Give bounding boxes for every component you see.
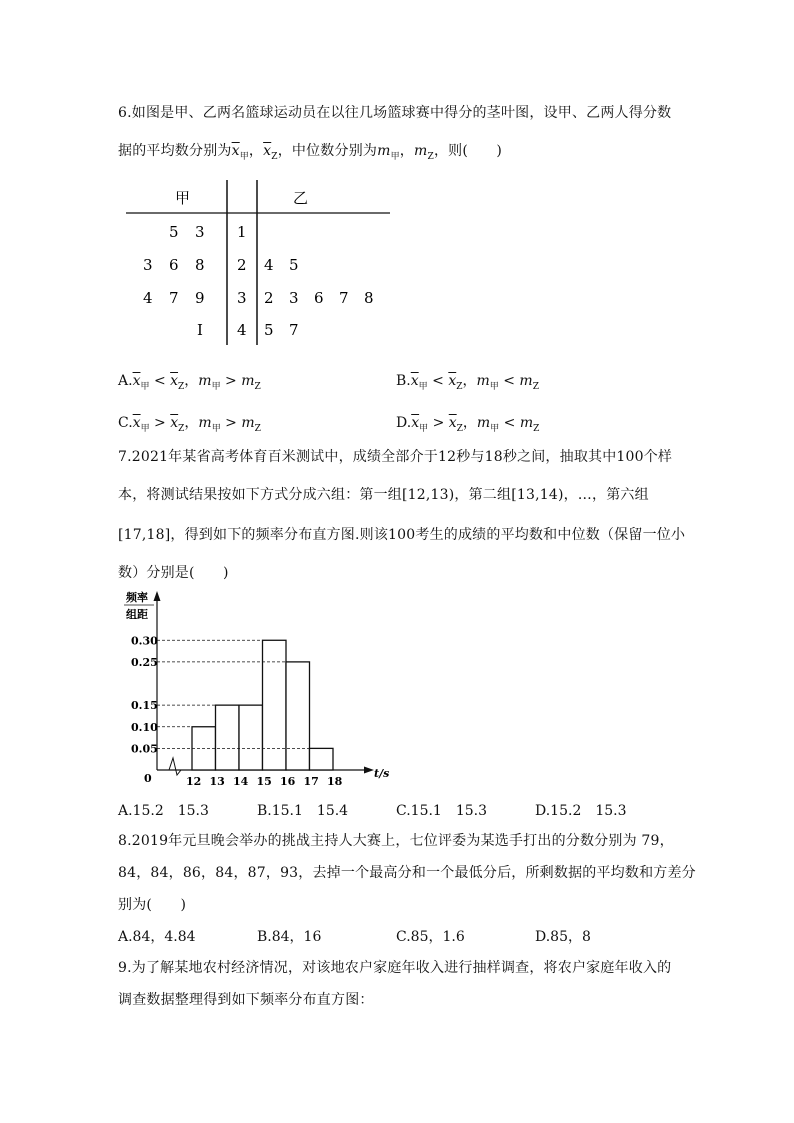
mean-jia-subscript: 甲 — [239, 151, 249, 162]
q6-line2-post: ，则( ) — [433, 143, 503, 159]
x-tick-label: 13 — [209, 775, 225, 788]
q6-option-d[interactable] — [396, 412, 539, 434]
histogram-bar — [263, 640, 287, 770]
median-yi-subscript: Z — [427, 151, 434, 162]
q8-option-c[interactable]: C.85，1.6 — [396, 929, 465, 945]
median-jia-subscript: 甲 — [211, 423, 221, 434]
option-label: A. — [118, 373, 133, 389]
leaf-right: 7 — [339, 289, 349, 307]
separator: ， — [184, 373, 199, 389]
leaf-left: 3 — [143, 256, 153, 274]
relation: < — [153, 373, 166, 389]
mean-yi-symbol: $\overline{x}$ — [263, 143, 272, 159]
q7-text-line2: 本，将测试结果按如下方式分成六组：第一组[12,13)，第二组[13,14)，…，第六组 — [118, 487, 649, 503]
mean-yi-subscript: Z — [456, 381, 463, 392]
median-jia-symbol: m — [198, 373, 212, 389]
relation: > — [432, 415, 445, 431]
q8-option-d[interactable]: D.85，8 — [535, 929, 591, 945]
mean-jia-subscript: 甲 — [140, 381, 150, 392]
option-label: C. — [118, 415, 133, 431]
leaf-left: 3 — [195, 223, 205, 241]
median-jia-symbol: m — [476, 415, 491, 431]
relation: > — [225, 373, 237, 389]
leaf-right: 5 — [289, 256, 299, 274]
q6-option-b[interactable] — [396, 370, 539, 392]
median-jia-symbol: m — [198, 415, 212, 431]
median-jia-symbol: m — [377, 143, 391, 159]
histogram-bar — [310, 748, 334, 770]
q7-option-d[interactable]: D.15.2 15.3 — [535, 803, 627, 819]
leaf-left: 5 — [169, 223, 179, 241]
median-jia-symbol: m — [476, 373, 490, 389]
q9-text-line1: 9.为了解某地农村经济情况，对该地农户家庭年收入进行抽样调查，将农户家庭年收入的 — [118, 960, 672, 976]
median-yi-symbol: m — [414, 143, 428, 159]
mean-yi-symbol: $\overline{x}$ — [170, 373, 179, 389]
q7-text-line4: 数）分别是( ) — [118, 565, 229, 581]
median-yi-symbol: m — [241, 415, 255, 431]
q7-option-c[interactable]: C.15.1 15.3 — [396, 803, 488, 819]
origin-label: 0 — [144, 772, 152, 785]
leaf-left: 7 — [169, 289, 179, 307]
mean-yi-subscript: Z — [178, 381, 185, 392]
leaf-right: 3 — [289, 289, 299, 307]
median-yi-subscript: Z — [532, 381, 539, 392]
stem-leaf-plot — [118, 175, 408, 350]
option-label: D. — [396, 415, 412, 431]
leaf-left: 9 — [195, 289, 205, 307]
option-label: B. — [396, 373, 411, 389]
q8-option-b[interactable]: B.84，16 — [257, 929, 322, 945]
median-yi-symbol: m — [519, 373, 533, 389]
leaf-right: 6 — [314, 289, 324, 307]
q6-text-line2 — [118, 140, 502, 162]
x-axis-label: t/s — [374, 767, 390, 780]
median-yi-symbol: m — [519, 415, 534, 431]
stem: 2 — [237, 256, 247, 274]
stem: 1 — [237, 223, 247, 241]
x-tick-label: 18 — [327, 775, 343, 788]
x-tick-label: 17 — [303, 775, 319, 788]
leaf-right: 8 — [364, 289, 374, 307]
q8-option-a[interactable]: A.84，4.84 — [118, 929, 196, 945]
leaf-right: 7 — [289, 321, 299, 339]
y-tick-label: 0.30 — [131, 634, 158, 648]
separator: ， — [462, 373, 477, 389]
left-header: 甲 — [175, 189, 191, 207]
median-jia-subscript: 甲 — [490, 423, 500, 434]
y-tick-label: 0.10 — [131, 720, 158, 734]
q7-option-b[interactable]: B.15.1 15.4 — [257, 803, 349, 819]
leaf-right: 4 — [264, 256, 274, 274]
q8-text-line2: 84，84，86，84，87，93，去掉一个最高分和一个最低分后，所剩数据的平均数和方差分 — [118, 865, 696, 881]
median-yi-subscript: Z — [533, 423, 540, 434]
relation: > — [225, 415, 237, 431]
mean-jia-subscript: 甲 — [418, 381, 428, 392]
x-axis-arrow-icon — [364, 767, 374, 774]
median-jia-subscript: 甲 — [211, 381, 221, 392]
mean-yi-symbol: $\overline{x}$ — [448, 373, 457, 389]
mean-yi-subscript: Z — [456, 423, 463, 434]
separator: ， — [399, 143, 414, 159]
x-tick-label: 12 — [186, 775, 202, 788]
mean-jia-subscript: 甲 — [140, 423, 150, 434]
y-label-top: 频率 — [126, 591, 148, 604]
q8-text-line1: 8.2019年元旦晚会举办的挑战主持人大赛上，七位评委为某选手打出的分数分别为 79， — [118, 833, 674, 849]
median-yi-subscript: Z — [254, 381, 261, 392]
relation: < — [432, 373, 444, 389]
q6-text-line1: 6.如图是甲、乙两名篮球运动员在以往几场篮球赛中得分的茎叶图，设甲、乙两人得分数 — [118, 105, 672, 121]
q7-option-a[interactable]: A.15.2 15.3 — [118, 803, 209, 819]
relation: < — [503, 415, 516, 431]
stem: 3 — [237, 289, 247, 307]
y-label-bottom: 组距 — [126, 608, 148, 621]
x-tick-label: 14 — [233, 775, 249, 788]
frequency-histogram — [112, 585, 402, 790]
leaf-left: 8 — [195, 256, 205, 274]
separator: ， — [462, 415, 477, 431]
separator: ， — [184, 415, 199, 431]
histogram-bar — [216, 705, 240, 770]
q6-option-c[interactable] — [118, 412, 261, 434]
right-header: 乙 — [293, 189, 309, 207]
histogram-bar — [239, 705, 263, 770]
leaf-right: 2 — [264, 289, 274, 307]
q6-option-a[interactable] — [118, 370, 261, 392]
q7-text-line1: 7.2021年某省高考体育百米测试中，成绩全部介于12秒与18秒之间，抽取其中100个样 — [118, 449, 673, 465]
relation: > — [154, 415, 166, 431]
mean-yi-symbol: $\overline{x}$ — [170, 415, 179, 431]
y-tick-label: 0.15 — [131, 699, 158, 713]
x-tick-label: 16 — [280, 775, 296, 788]
q6-line2-mid: ，中位数分别为 — [277, 143, 378, 159]
median-jia-subscript: 甲 — [489, 381, 499, 392]
stem: 4 — [237, 321, 247, 339]
mean-jia-subscript: 甲 — [419, 423, 429, 434]
mean-jia-symbol: $\overline{x}$ — [410, 373, 419, 389]
q6-line2-pre: 据的平均数分别为 — [118, 143, 232, 159]
y-tick-label: 0.25 — [131, 655, 158, 669]
mean-yi-symbol: $\overline{x}$ — [448, 415, 457, 431]
q8-text-line3: 别为( ) — [118, 897, 187, 913]
leaf-right: 5 — [264, 321, 274, 339]
median-jia-subscript: 甲 — [390, 151, 400, 162]
mean-yi-subscript: Z — [271, 151, 278, 162]
leaf-left: 6 — [169, 256, 179, 274]
axis-break-icon — [169, 758, 181, 775]
y-tick-label: 0.05 — [131, 742, 158, 756]
histogram-bar — [286, 662, 310, 770]
q9-text-line2: 调查数据整理得到如下频率分布直方图： — [118, 992, 374, 1008]
x-tick-label: 15 — [256, 775, 272, 788]
y-axis-arrow-icon — [154, 591, 161, 601]
mean-jia-symbol: $\overline{x}$ — [231, 143, 240, 159]
leaf-left: I — [197, 321, 203, 339]
relation: < — [503, 373, 515, 389]
mean-jia-symbol: $\overline{x}$ — [411, 415, 420, 431]
q7-text-line3: [17,18]，得到如下的频率分布直方图.则该100考生的成绩的平均数和中位数（保留一位小 — [118, 527, 686, 543]
mean-jia-symbol: $\overline{x}$ — [132, 415, 141, 431]
mean-jia-symbol: $\overline{x}$ — [132, 373, 141, 389]
median-yi-symbol: m — [241, 373, 255, 389]
median-yi-subscript: Z — [254, 423, 261, 434]
leaf-left: 4 — [143, 289, 153, 307]
mean-yi-subscript: Z — [178, 423, 185, 434]
separator: ， — [248, 143, 264, 159]
